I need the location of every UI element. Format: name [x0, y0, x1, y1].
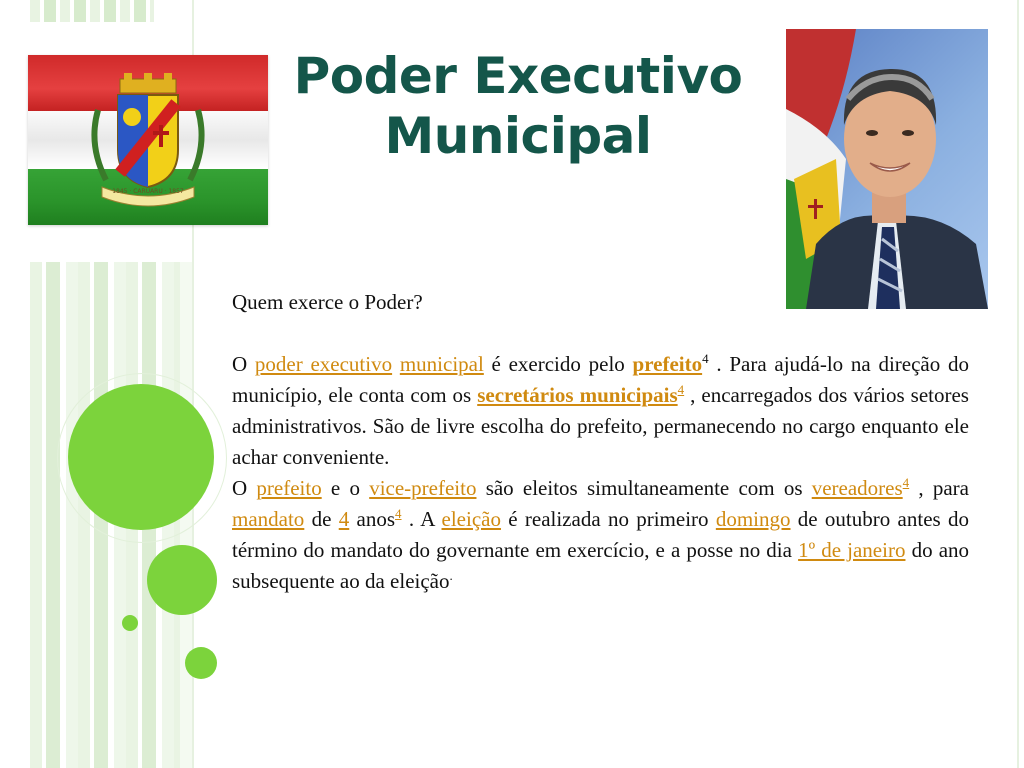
text-segment: . Para ajudá-lo na direção do município, ele conta com os	[232, 352, 969, 407]
link-prefeito[interactable]: prefeito	[632, 352, 703, 376]
link-vereadores[interactable]: vereadores	[811, 476, 903, 500]
text-segment: O	[232, 352, 255, 376]
link-4[interactable]: 4	[338, 507, 350, 531]
decorative-circle-tiny	[185, 647, 217, 679]
link-eleicao[interactable]: eleição	[441, 507, 501, 531]
mayor-photo	[786, 29, 988, 309]
decorative-vertical-line-right	[1017, 0, 1019, 768]
link-domingo[interactable]: domingo	[715, 507, 791, 531]
decorative-stripes-top	[30, 0, 154, 22]
link-1-de-janeiro[interactable]: 1º de janeiro	[798, 538, 906, 562]
decorative-gap-top	[160, 0, 192, 22]
text-segment: do ano subsequente ao da eleição	[232, 538, 970, 593]
link-municipal[interactable]: municipal	[399, 352, 484, 376]
link-vice-prefeito[interactable]: vice-prefeito	[369, 476, 477, 500]
superscript-ref-link[interactable]: 4	[395, 506, 402, 521]
decorative-circle-large	[68, 384, 214, 530]
text-segment: O	[232, 476, 257, 500]
link-prefeito-2[interactable]: prefeito	[256, 476, 322, 500]
superscript-ref: 4	[702, 351, 709, 366]
text-segment: é exercido pelo	[483, 352, 633, 376]
title-line-2: Municipal	[384, 107, 652, 165]
superscript-dot: .	[449, 568, 453, 583]
link-secretarios-municipais[interactable]: secretários municipais	[477, 383, 678, 407]
title-line-1: Poder Executivo	[293, 47, 743, 105]
flag-motto: 1845 · CARUARU · 1857	[112, 188, 184, 195]
text-segment: anos	[349, 507, 396, 531]
superscript-ref-link[interactable]: 4	[902, 475, 910, 490]
page-title	[268, 46, 768, 166]
link-poder-executivo[interactable]: poder executivo	[254, 352, 393, 376]
text-segment: são eleitos simultaneamente com os	[476, 476, 812, 500]
caruaru-flag-image	[28, 55, 268, 225]
text-segment: . A	[401, 507, 442, 531]
superscript-ref-link[interactable]: 4	[677, 382, 685, 397]
paragraph-1	[232, 349, 969, 473]
text-segment: de	[304, 507, 339, 531]
paragraph-2	[232, 473, 969, 597]
text-segment: , encarregados dos vários setores administrativos. São de livre escolha do prefeito, permanecendo no cargo enquanto ele achar conveniente.	[232, 383, 969, 469]
link-mandato[interactable]: mandato	[232, 507, 305, 531]
text-segment: é realizada no primeiro	[500, 507, 716, 531]
decorative-circle-medium	[147, 545, 217, 615]
content-body	[232, 287, 969, 597]
text-segment: de outubro antes do término do mandato do governante em exercício, e a posse no dia	[232, 507, 969, 562]
text-segment: e o	[321, 476, 370, 500]
decorative-circle-small	[122, 615, 138, 631]
coat-of-arms-icon	[28, 55, 268, 225]
question-text: Quem exerce o Poder?	[232, 290, 423, 314]
text-segment: , para	[909, 476, 969, 500]
